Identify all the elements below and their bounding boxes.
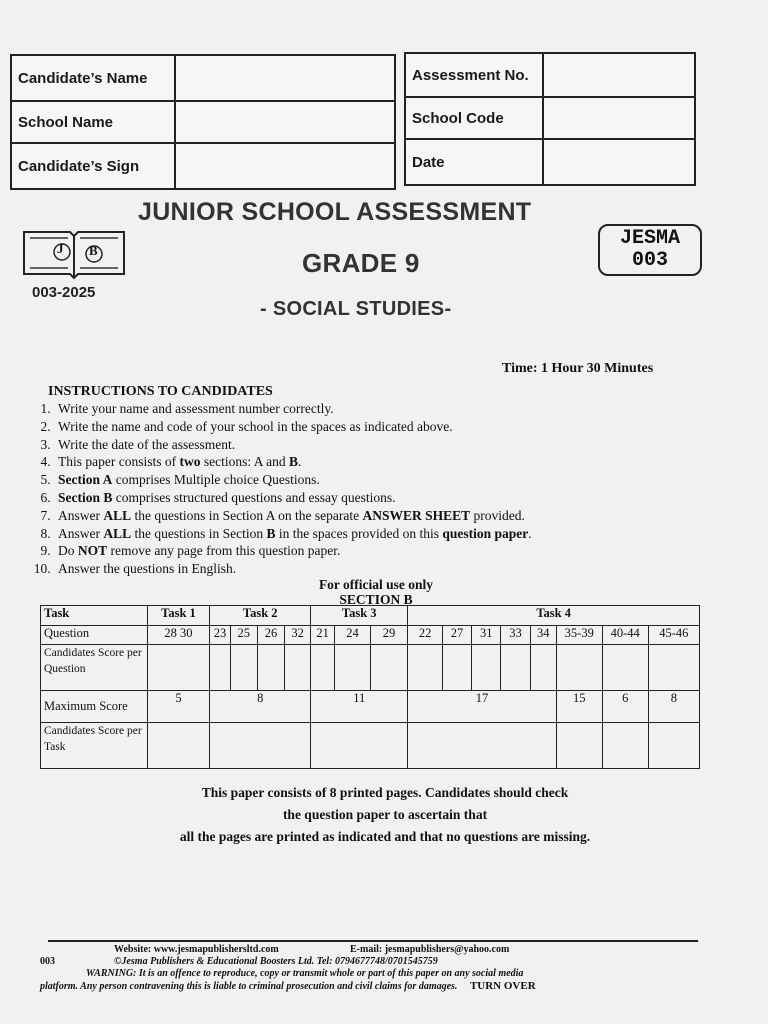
score-cell[interactable] xyxy=(602,645,648,691)
question-number: 23 xyxy=(210,626,230,645)
candidate-sign-field[interactable] xyxy=(175,143,395,189)
book-logo-icon xyxy=(20,224,128,282)
time-allowed: Time: 1 Hour 30 Minutes xyxy=(502,361,654,376)
task-score-cell[interactable] xyxy=(648,723,699,769)
score-cell[interactable] xyxy=(370,645,408,691)
score-table xyxy=(40,605,700,769)
exam-title: JUNIOR SCHOOL ASSESSMENT xyxy=(138,198,532,226)
score-cell[interactable] xyxy=(147,645,210,691)
footer-warning-1: WARNING: It is an offence to reproduce, copy or transmit whole or part of this paper on any social media xyxy=(86,968,524,979)
task-2-header: Task 2 xyxy=(210,606,311,626)
question-number: 22 xyxy=(408,626,442,645)
score-cell[interactable] xyxy=(472,645,501,691)
score-cell[interactable] xyxy=(210,645,230,691)
official-use-heading: For official use only xyxy=(318,577,434,592)
question-number: 45-46 xyxy=(648,626,699,645)
paper-code: 003-2025 xyxy=(32,284,96,301)
task-score-cell[interactable] xyxy=(147,723,210,769)
date-label: Date xyxy=(405,139,543,185)
instruction-item: 8. Answer ALL the questions in Section B in the spaces provided on this question paper. xyxy=(54,525,668,543)
row-label-candidate-score-task: Candidates Score per Task xyxy=(41,723,148,769)
max-score-q40-44: 6 xyxy=(602,691,648,723)
logo-letter-j: J xyxy=(57,241,64,256)
notice-line-2: the question paper to ascertain that xyxy=(282,807,488,822)
question-number: 27 xyxy=(442,626,471,645)
score-cell[interactable] xyxy=(501,645,530,691)
task-3-header: Task 3 xyxy=(311,606,408,626)
instruction-item: 6. Section B comprises structured questions and essay questions. xyxy=(54,489,668,507)
question-number: 25 xyxy=(230,626,257,645)
task-score-cell[interactable] xyxy=(311,723,408,769)
task-score-cell[interactable] xyxy=(556,723,602,769)
footer-email: E-mail: jesmapublishers@yahoo.com xyxy=(350,944,510,955)
instruction-item: 7. Answer ALL the questions in Section A on the separate ANSWER SHEET provided. xyxy=(54,507,668,525)
score-cell[interactable] xyxy=(257,645,284,691)
question-number: 35-39 xyxy=(556,626,602,645)
row-label-candidate-score-question: Candidates Score per Question xyxy=(41,645,148,691)
question-number: 40-44 xyxy=(602,626,648,645)
candidate-name-label: Candidate’s Name xyxy=(11,55,175,101)
max-score-task-2: 8 xyxy=(210,691,311,723)
task-score-cell[interactable] xyxy=(408,723,556,769)
max-score-task-4-structured: 17 xyxy=(408,691,556,723)
instruction-list xyxy=(28,400,668,578)
score-cell[interactable] xyxy=(230,645,257,691)
score-cell[interactable] xyxy=(311,645,335,691)
school-name-label: School Name xyxy=(11,101,175,143)
task-4-header: Task 4 xyxy=(408,606,700,626)
task-1-header: Task 1 xyxy=(147,606,210,626)
score-cell[interactable] xyxy=(442,645,471,691)
turn-over-label: TURN OVER xyxy=(469,980,536,992)
question-number: 26 xyxy=(257,626,284,645)
score-cell[interactable] xyxy=(530,645,556,691)
logo xyxy=(20,224,128,282)
instructions-heading: INSTRUCTIONS TO CANDIDATES xyxy=(48,384,273,399)
candidate-sign-label: Candidate’s Sign xyxy=(11,143,175,189)
question-number: 28 30 xyxy=(147,626,210,645)
instruction-item: 4. This paper consists of two sections: A and B. xyxy=(54,453,668,471)
question-number: 34 xyxy=(530,626,556,645)
score-cell[interactable] xyxy=(285,645,311,691)
footer-website: Website: www.jesmapublishersltd.com xyxy=(114,944,279,955)
row-label-task: Task xyxy=(41,606,148,626)
jesma-badge xyxy=(598,224,702,276)
task-score-cell[interactable] xyxy=(602,723,648,769)
instructions xyxy=(48,384,668,578)
score-cell[interactable] xyxy=(648,645,699,691)
max-score-q45-46: 8 xyxy=(648,691,699,723)
candidate-info-table xyxy=(10,54,396,190)
score-cell[interactable] xyxy=(335,645,371,691)
logo-letter-b: B xyxy=(89,243,98,258)
notice-line-1: This paper consists of 8 printed pages. Candidates should check xyxy=(201,785,569,800)
assessment-no-label: Assessment No. xyxy=(405,53,543,97)
section-b-heading: SECTION B xyxy=(339,592,413,607)
row-label-maximum-score: Maximum Score xyxy=(41,691,148,723)
assessment-info-table xyxy=(404,52,696,186)
max-score-q35-39: 15 xyxy=(556,691,602,723)
max-score-task-3: 11 xyxy=(311,691,408,723)
instruction-item: 2. Write the name and code of your school in the spaces as indicated above. xyxy=(54,418,668,436)
footer-page-code: 003 xyxy=(40,956,55,967)
footer xyxy=(40,944,710,993)
badge-line-1: JESMA xyxy=(619,227,680,250)
instruction-item: 1. Write your name and assessment number correctly. xyxy=(54,400,668,418)
candidate-name-field[interactable] xyxy=(175,55,395,101)
footer-copyright: ©Jesma Publishers & Educational Boosters Ltd. Tel: 0794677748/0701545759 xyxy=(114,956,438,967)
task-score-cell[interactable] xyxy=(210,723,311,769)
max-score-task-1: 5 xyxy=(147,691,210,723)
question-number: 33 xyxy=(501,626,530,645)
question-number: 31 xyxy=(472,626,501,645)
score-cell[interactable] xyxy=(556,645,602,691)
page-count-notice xyxy=(120,782,650,848)
instruction-item: 5. Section A comprises Multiple choice Questions. xyxy=(54,471,668,489)
question-number: 21 xyxy=(311,626,335,645)
instruction-item: 3. Write the date of the assessment. xyxy=(54,436,668,454)
assessment-no-field[interactable] xyxy=(543,53,695,97)
footer-warning-2: platform. Any person contravening this is liable to criminal prosecution and civil claims for damages. xyxy=(40,981,458,992)
row-label-question: Question xyxy=(41,626,148,645)
footer-rule xyxy=(48,940,698,942)
instruction-item: 10. Answer the questions in English. xyxy=(54,560,668,578)
question-number: 32 xyxy=(285,626,311,645)
score-cell[interactable] xyxy=(408,645,442,691)
question-number: 29 xyxy=(370,626,408,645)
school-code-field[interactable] xyxy=(543,97,695,139)
instruction-item: 9. Do NOT remove any page from this question paper. xyxy=(54,542,668,560)
question-number: 24 xyxy=(335,626,371,645)
badge-line-2: 003 xyxy=(631,249,668,272)
date-field[interactable] xyxy=(543,139,695,185)
grade-heading: GRADE 9 xyxy=(302,248,420,278)
school-name-field[interactable] xyxy=(175,101,395,143)
subject-heading: - SOCIAL STUDIES- xyxy=(260,298,452,320)
school-code-label: School Code xyxy=(405,97,543,139)
notice-line-3: all the pages are printed as indicated and that no questions are missing. xyxy=(179,829,591,844)
